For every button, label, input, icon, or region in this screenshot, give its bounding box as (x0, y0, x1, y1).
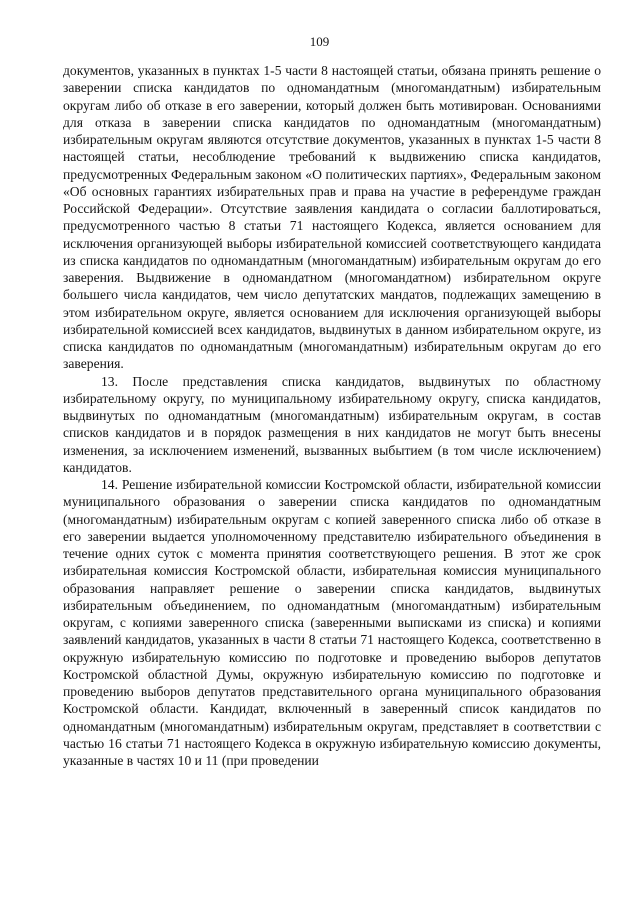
paragraph-continuation: документов, указанных в пунктах 1-5 части 8 настоящей статьи, обязана принять решение о заверении списка кандидатов по одномандатным (многомандатным) избирательным округам либо об отказе в его заверении, который должен быть мотивирован. Основаниями для отказа в заверении списка кандидатов по одномандатным (многомандатным) избирательным округам являются отсутствие документов, указанных в пунктах 1-5 части 8 настоящей статьи, несоблюдение требований к выдвижению списка кандидатов, предусмотренных Федеральным законом «О политических партиях», Федеральным законом «Об основных гарантиях избирательных прав и права на участие в референдуме граждан Российской Федерации». Отсутствие заявления кандидата о согласии баллотироваться, предусмотренного частью 8 статьи 71 настоящего Кодекса, является основанием для исключения организующей выборы избирательной комиссией соответствующего кандидата из списка кандидатов по одномандатным (многомандатным) избирательным округам до его заверения. Выдвижение в одномандатном (многомандатном) избирательном округе большего числа кандидатов, чем число депутатских мандатов, подлежащих замещению в этом избирательном округе, является основанием для исключения организующей выборы избирательной комиссией всех кандидатов, выдвинутых в данном избирательном округе, из списка кандидатов по одномандатным (многомандатным) избирательным округам до его заверения. (63, 63, 601, 372)
paragraph-14: 14. Решение избирательной комиссии Костромской области, избирательной комиссии муниципального образования о заверении списка кандидатов по одномандатным (многомандатным) избирательным округам с копией заверенного списка либо об отказе в его заверении выдается уполномоченному представителю избирательного объединения в течение одних суток с момента принятия соответствующего решения. В этот же срок избирательная комиссия Костромской области, избирательная комиссия муниципального образования направляет решение о заверении списка кандидатов, выдвинутых избирательным объединением, по одномандатным (многомандатным) избирательным округам, с копиями заверенного списка (заверенными выписками из списка) и копиями заявлений кандидатов, указанных в части 8 статьи 71 настоящего Кодекса, соответственно в окружную избирательную комиссию по подготовке и проведению выборов депутатов Костромской областной Думы, окружную избирательную комиссию по подготовке и проведению выборов депутатов представительного органа муниципального образования Костромской области. Кандидат, включенный в заверенный список кандидатов по одномандатным (многомандатным) избирательным округам, представляет в соответствии с частью 16 статьи 71 настоящего Кодекса в окружную избирательную комиссию документы, указанные в частях 10 и 11 (при проведении (63, 477, 601, 768)
paragraph-13: 13. После представления списка кандидатов, выдвинутых по областному избирательному округу, по муниципальному избирательному округу, списка кандидатов, выдвинутых по одномандатным (многомандатным) избирательным округам, в состав списков кандидатов и в порядок размещения в них кандидатов не могут быть внесены изменения, за исключением изменений, вызванных выбытием (в том числе исключением) кандидатов. (63, 373, 601, 475)
page-number: 109 (309, 34, 330, 49)
document-body (63, 62, 601, 769)
